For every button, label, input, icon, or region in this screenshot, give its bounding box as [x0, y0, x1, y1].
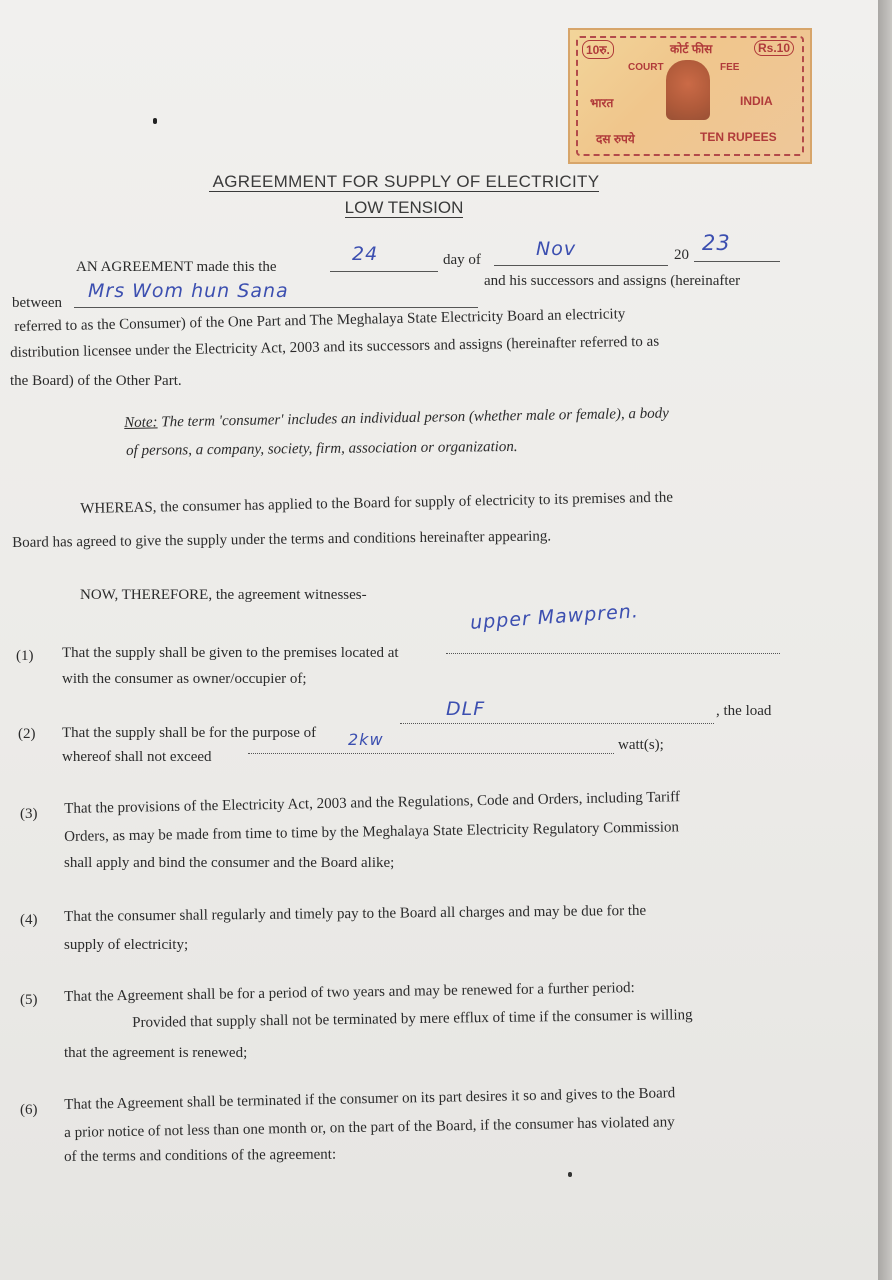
clause-3-line3: shall apply and bind the consumer and the Board alike; — [64, 855, 395, 871]
clause-4-line2: supply of electricity; — [64, 937, 189, 953]
clause-6-line1: That the Agreement shall be terminated if the consumer on its part desires it so and gives to the Board — [64, 1085, 676, 1113]
now-therefore: NOW, THEREFORE, the agreement witnesses- — [80, 587, 367, 603]
clause-4-line1: That the consumer shall regularly and timely pay to the Board all charges and may be due for the — [64, 902, 647, 925]
day-of-label: day of — [443, 252, 481, 268]
stamp-court: COURT — [628, 62, 664, 73]
title-block — [0, 172, 808, 192]
stamp-top-hindi: कोर्ट फीस — [670, 42, 713, 56]
day-value: 24 — [352, 243, 379, 265]
clause-3-number: (3) — [20, 806, 38, 822]
clause-3-line1: That the provisions of the Electricity Act, 2003 and the Regulations, Code and Orders, including Tariff — [64, 789, 681, 817]
day-blank — [330, 270, 438, 272]
clause-2-tail: , the load — [716, 703, 772, 719]
clause-1-line1: That the supply shall be given to the premises located at — [62, 645, 399, 661]
court-fee-stamp — [568, 28, 812, 164]
clause-2-line2: whereof shall not exceed — [62, 749, 212, 765]
consumer-name: Mrs Wom hun Sana — [88, 280, 289, 302]
stamp-price: Rs.10 — [754, 40, 794, 56]
clause-2-tail2: watt(s); — [618, 737, 664, 753]
clause-2-load: 2kw — [348, 730, 384, 749]
intro-line2: referred to as the Consumer) of the One Part and The Meghalaya State Electricity Board an electricity — [14, 306, 626, 335]
clause-3-line2: Orders, as may be made from time to time by the Meghalaya State Electricity Regulatory Commission — [64, 819, 680, 845]
year-value: 23 — [702, 231, 731, 255]
year-blank — [694, 260, 780, 262]
stamp-bottom-en: TEN RUPEES — [700, 130, 777, 144]
ink-dot-2 — [568, 1172, 572, 1177]
month-value: Nov — [536, 238, 577, 260]
clause-6-line3: of the terms and conditions of the agreement: — [64, 1146, 337, 1165]
note-line2: of persons, a company, society, firm, association or organization. — [126, 438, 518, 459]
clause-5-line1: That the Agreement shall be for a period of two years and may be renewed for a further period: — [64, 980, 635, 1005]
stamp-top-left: 10रु. — [582, 40, 614, 59]
subtitle-block — [0, 198, 808, 218]
ashoka-emblem-icon — [666, 60, 710, 120]
intro-line3: distribution licensee under the Electricity Act, 2003 and its successors and assigns (hereinafter referred to as — [10, 333, 660, 361]
clause-6-number: (6) — [20, 1102, 38, 1118]
clause-5-number: (5) — [20, 992, 38, 1008]
page-edge-shadow — [878, 0, 892, 1280]
whereas-line2: Board has agreed to give the supply under the terms and conditions hereinafter appearing. — [12, 528, 552, 551]
note-text-1: The term 'consumer' includes an individual person (whether male or female), a body — [161, 405, 669, 431]
stamp-fee: FEE — [720, 62, 740, 73]
clause-2-purpose: DLF — [446, 698, 486, 720]
whereas-line1: WHEREAS, the consumer has applied to the Board for supply of electricity to its premises and the — [80, 489, 674, 517]
clause-5-line3: that the agreement is renewed; — [64, 1045, 248, 1061]
month-blank — [494, 264, 668, 266]
clause-1-blank — [446, 652, 780, 654]
stamp-india: INDIA — [740, 94, 773, 108]
ink-dot — [153, 118, 157, 124]
stamp-bottom-hindi: दस रुपये — [596, 132, 635, 146]
stamp-bharat: भारत — [590, 96, 614, 110]
intro-line1-tail: and his successors and assigns (hereinafter — [484, 273, 741, 289]
document-subtitle: LOW TENSION — [344, 198, 464, 217]
clause-1-number: (1) — [16, 648, 34, 664]
clause-2-load-blank — [248, 752, 614, 754]
between-label: between — [12, 295, 62, 311]
note-line1 — [124, 400, 669, 436]
year-prefix: 20 — [674, 247, 689, 263]
clause-2-number: (2) — [18, 726, 36, 742]
clause-1-location: upper Mawpren. — [469, 600, 640, 634]
clause-6-line2: a prior notice of not less than one month or, on the part of the Board, if the consumer has violated any — [64, 1114, 675, 1141]
note-label: Note: — [124, 414, 158, 431]
clause-5-line2: Provided that supply shall not be terminated by mere efflux of time if the consumer is willing — [132, 1007, 693, 1031]
intro-line4: the Board) of the Other Part. — [10, 373, 182, 389]
clause-2-purpose-blank — [400, 722, 714, 724]
clause-2-line1: That the supply shall be for the purpose of — [62, 725, 317, 741]
clause-4-number: (4) — [20, 912, 38, 928]
document-title: AGREEMMENT FOR SUPPLY OF ELECTRICITY — [209, 172, 600, 192]
intro-lead: AN AGREEMENT made this the — [76, 259, 277, 275]
clause-1-line2: with the consumer as owner/occupier of; — [62, 671, 307, 687]
